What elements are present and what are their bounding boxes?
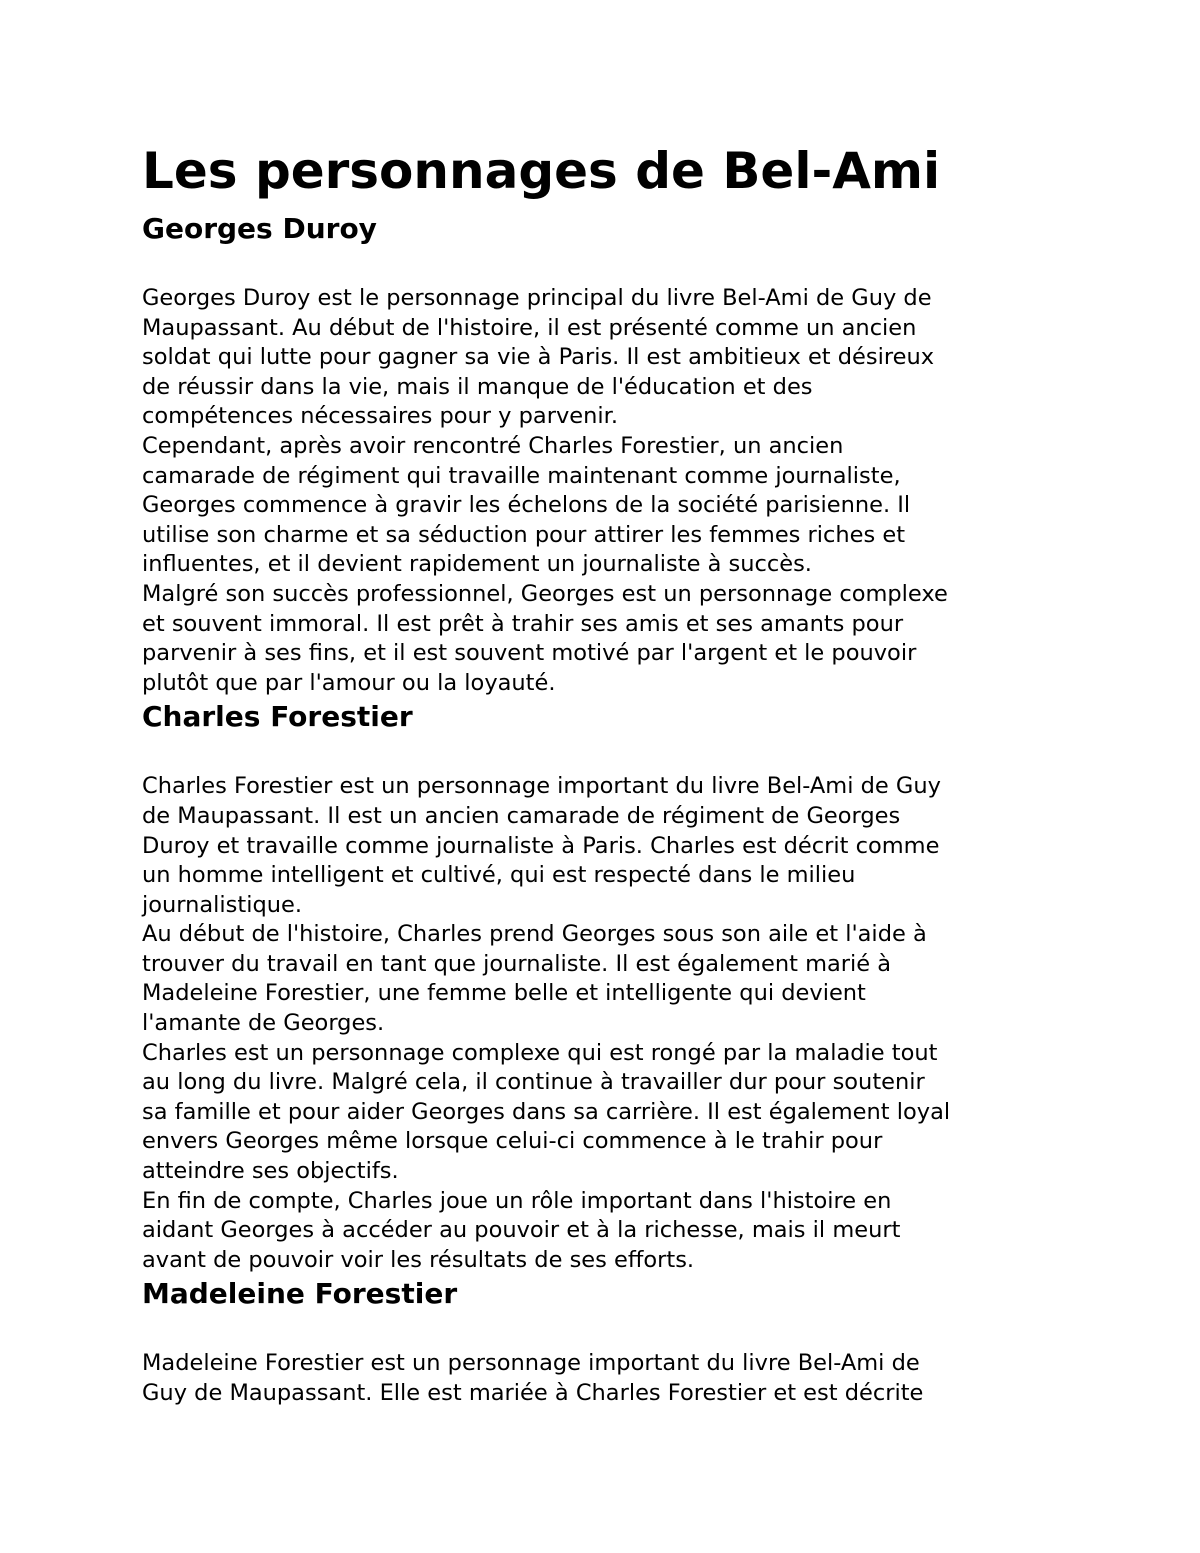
paragraph: [142, 1039, 1072, 1187]
text-line: Duroy et travaille comme journaliste à Paris. Charles est décrit comme: [142, 832, 940, 859]
text-line: un homme intelligent et cultivé, qui est respecté dans le milieu: [142, 862, 856, 889]
text-line: Georges Duroy est le personnage principal du livre Bel-Ami de Guy de: [142, 285, 932, 311]
paragraph: [142, 284, 1072, 432]
section-heading-madeleine-forestier: Madeleine Forestier: [142, 1277, 458, 1311]
section-spacer: [142, 736, 1072, 772]
text-line: Cependant, après avoir rencontré Charles Forestier, un ancien: [142, 432, 844, 459]
text-line: Madeleine Forestier, une femme belle et intelligente qui devient: [142, 980, 866, 1007]
text-line: camarade de régiment qui travaille maintenant comme journaliste,: [142, 462, 901, 489]
paragraph: [142, 1187, 1072, 1276]
text-line: de Maupassant. Il est un ancien camarade de régiment de Georges: [142, 802, 901, 829]
section-spacer: [142, 248, 1072, 284]
text-line: envers Georges même lorsque celui-ci commence à le trahir pour: [142, 1128, 883, 1155]
document-body: [142, 136, 1072, 1409]
text-line: Madeleine Forestier est un personnage important du livre Bel-Ami de: [142, 1350, 920, 1377]
paragraph: [142, 1349, 1072, 1408]
text-line: Charles est un personnage complexe qui est rongé par la maladie tout: [142, 1039, 938, 1066]
text-line: l'amante de Georges.: [142, 1010, 385, 1037]
text-line: Guy de Maupassant. Elle est mariée à Charles Forestier et est décrite: [142, 1380, 924, 1406]
text-line: de réussir dans la vie, mais il manque de l'éducation et des: [142, 373, 813, 400]
text-line: avant de pouvoir voir les résultats de ses efforts.: [142, 1246, 695, 1273]
text-line: trouver du travail en tant que journaliste. Il est également marié à: [142, 950, 892, 977]
paragraph: [142, 920, 1072, 1038]
text-line: au long du livre. Malgré cela, il continue à travailler dur pour soutenir: [142, 1069, 925, 1096]
section-heading-georges-duroy: Georges Duroy: [142, 212, 377, 245]
paragraph: [142, 580, 1072, 698]
text-line: Au début de l'histoire, Charles prend Georges sous son aile et l'aide à: [142, 921, 927, 948]
text-line: aidant Georges à accéder au pouvoir et à la richesse, mais il meurt: [142, 1217, 901, 1244]
text-line: parvenir à ses fins, et il est souvent motivé par l'argent et le pouvoir: [142, 640, 917, 667]
text-line: Charles Forestier est un personnage important du livre Bel-Ami de Guy: [142, 773, 941, 800]
text-line: compétences nécessaires pour y parvenir.: [142, 403, 618, 430]
text-line: influentes, et il devient rapidement un journaliste à succès.: [142, 551, 812, 578]
text-line: Malgré son succès professionnel, Georges est un personnage complexe: [142, 580, 948, 607]
text-line: plutôt que par l'amour ou la loyauté.: [142, 669, 556, 696]
text-line: En fin de compte, Charles joue un rôle important dans l'histoire en: [142, 1187, 892, 1214]
document-title: Les personnages de Bel-Ami: [142, 142, 941, 200]
text-line: et souvent immoral. Il est prêt à trahir ses amis et ses amants pour: [142, 610, 904, 637]
text-line: journalistique.: [142, 891, 303, 918]
text-line: sa famille et pour aider Georges dans sa carrière. Il est également loyal: [142, 1098, 951, 1125]
section-heading-charles-forestier: Charles Forestier: [142, 700, 413, 734]
section-spacer: [142, 1313, 1072, 1349]
text-line: Maupassant. Au début de l'histoire, il est présenté comme un ancien: [142, 314, 917, 341]
text-line: atteindre ses objectifs.: [142, 1158, 399, 1185]
text-line: utilise son charme et sa séduction pour attirer les femmes riches et: [142, 521, 906, 548]
text-line: soldat qui lutte pour gagner sa vie à Paris. Il est ambitieux et désireux: [142, 344, 935, 371]
paragraph: [142, 772, 1072, 920]
paragraph: [142, 432, 1072, 580]
text-line: Georges commence à gravir les échelons de la société parisienne. Il: [142, 492, 911, 519]
